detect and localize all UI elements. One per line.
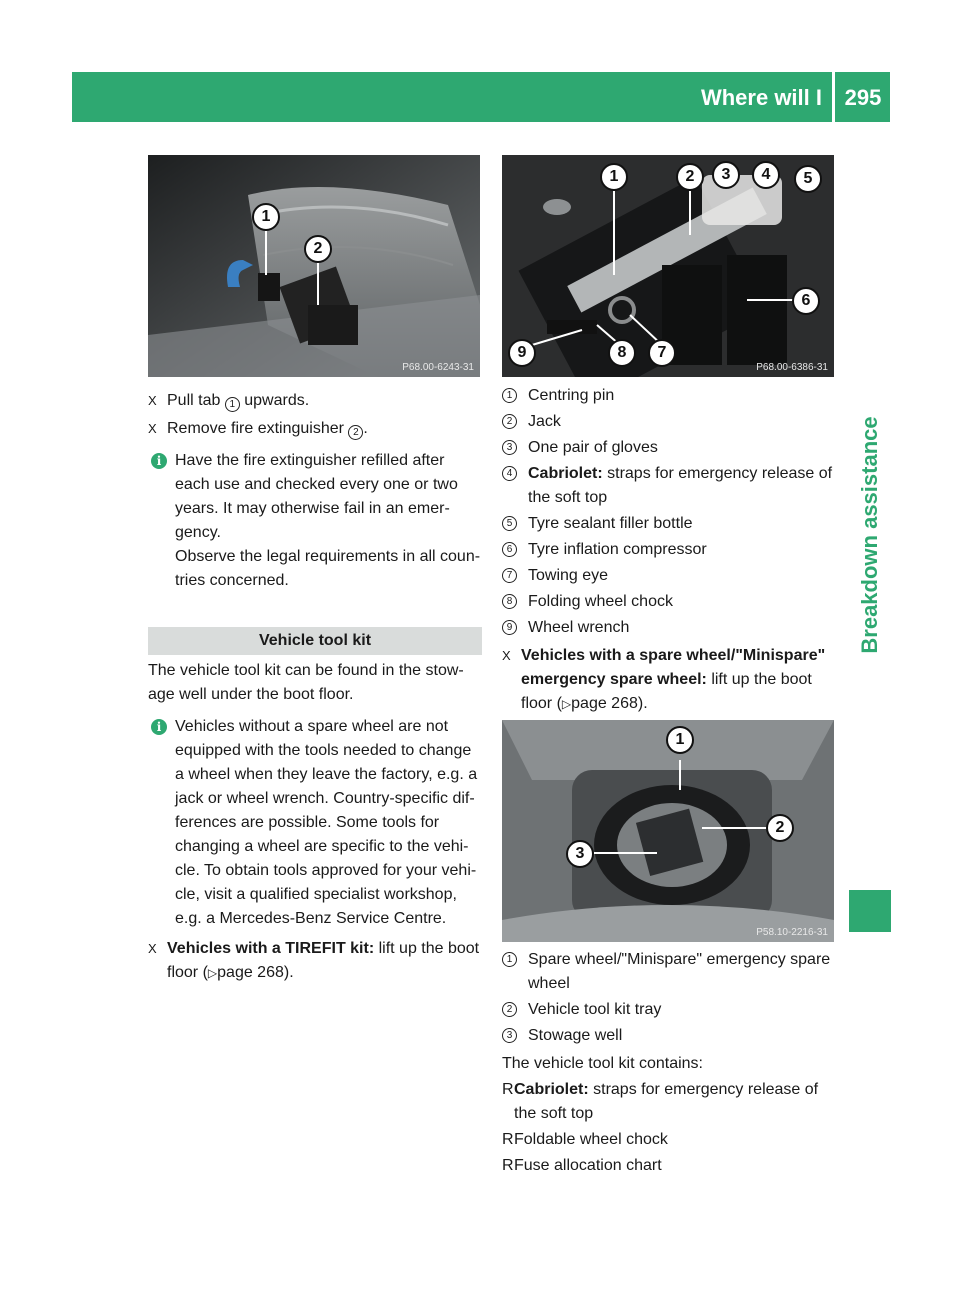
page-ref-arrow-icon: ▷ bbox=[207, 966, 218, 980]
photo-code: P58.10-2216-31 bbox=[756, 927, 828, 938]
callout-3: 3 bbox=[566, 840, 594, 868]
callout-9: 9 bbox=[508, 339, 536, 367]
callout-2: 2 bbox=[304, 235, 332, 263]
legend-item: 6 Tyre inflation compressor bbox=[502, 538, 836, 562]
legend-item: 3 One pair of gloves bbox=[502, 436, 836, 460]
step-remove-extinguisher: X Remove fire extinguisher 2 . bbox=[148, 420, 368, 438]
section-text: The vehicle tool kit can be found in the stow-age well under the boot floor. bbox=[148, 662, 464, 703]
info-note-tools: i Vehicles without a spare wheel are not equipped with the tools needed to change a wheel when they leave the factory, e.g. a jack or wheel wrench. Country-specific dif-ferences are possible. Some tools for changing a wheel are specific to the vehi-cle. To obtain tools approved for your vehi-cle, visit a qualified specialist workshop, e.g. a Mercedes-Benz Service Centre. bbox=[148, 715, 482, 931]
legend-item: 1 Spare wheel/"Minispare" emergency spare wheel bbox=[502, 948, 836, 996]
section-heading: Vehicle tool kit bbox=[148, 627, 482, 655]
info-icon: i bbox=[151, 719, 167, 735]
legend-item: 7 Towing eye bbox=[502, 564, 836, 588]
photo-code: P68.00-6386-31 bbox=[756, 362, 828, 373]
tool-kit-photo bbox=[502, 155, 834, 377]
ref-1: 1 bbox=[225, 397, 240, 412]
callout-1: 1 bbox=[252, 203, 280, 231]
callout-2: 2 bbox=[676, 163, 704, 191]
legend-item: 1 Centring pin bbox=[502, 384, 836, 408]
legend-item: 8 Folding wheel chock bbox=[502, 590, 836, 614]
ref-2: 2 bbox=[348, 425, 363, 440]
callout-6: 6 bbox=[792, 287, 820, 315]
info-icon: i bbox=[151, 453, 167, 469]
side-chapter-marker bbox=[849, 890, 891, 932]
legend-item: 3 Stowage well bbox=[502, 1024, 836, 1048]
step-tirefit: X Vehicles with a TIREFIT kit: lift up the boot floor (▷page 268). bbox=[148, 940, 480, 981]
step-spare-wheel: X Vehicles with a spare wheel/"Minispare" emergency spare wheel: lift up the boot floor (▷page 268). bbox=[502, 647, 826, 712]
right-column-top bbox=[502, 384, 836, 720]
spare-wheel-photo bbox=[502, 720, 834, 942]
contains-intro: The vehicle tool kit contains: bbox=[502, 1055, 703, 1072]
callout-2: 2 bbox=[766, 814, 794, 842]
photo-code: P68.00-6243-31 bbox=[402, 362, 474, 373]
callout-7: 7 bbox=[648, 339, 676, 367]
list-item: R Cabriolet: straps for emergency release of the soft top bbox=[502, 1081, 819, 1122]
legend-item: 9 Wheel wrench bbox=[502, 616, 836, 640]
step-pull-tab: X Pull tab 1 upwards. bbox=[148, 389, 482, 413]
step-marker: X bbox=[148, 393, 157, 408]
callout-3: 3 bbox=[712, 161, 740, 189]
page-number: 295 bbox=[844, 85, 882, 110]
legend-item: 2 Jack bbox=[502, 410, 836, 434]
callout-5: 5 bbox=[794, 165, 822, 193]
fire-extinguisher-photo bbox=[148, 155, 480, 377]
header-divider bbox=[832, 72, 835, 122]
callout-4: 4 bbox=[752, 161, 780, 189]
list-item: R Fuse allocation chart bbox=[502, 1157, 662, 1174]
side-chapter-label: Breakdown assistance bbox=[857, 416, 882, 654]
legend-item: 4 Cabriolet: straps for emergency release of the soft top bbox=[502, 462, 836, 510]
callout-8: 8 bbox=[608, 339, 636, 367]
right-column-bottom bbox=[502, 948, 836, 1180]
left-column bbox=[148, 389, 482, 989]
list-item: R Foldable wheel chock bbox=[502, 1131, 668, 1148]
page-section-title: Where will I find...? bbox=[700, 85, 822, 146]
info-note-refill: i Have the fire extinguisher refilled after each use and checked every one or two years. It may otherwise fail in an emer-gency. Observe the legal requirements in all coun-tries concerned. bbox=[148, 449, 482, 593]
legend-item: 5 Tyre sealant filler bottle bbox=[502, 512, 836, 536]
page-ref-arrow-icon: ▷ bbox=[561, 697, 572, 711]
fire-extinguisher-illustration bbox=[148, 155, 480, 377]
callout-1: 1 bbox=[600, 163, 628, 191]
legend-item: 2 Vehicle tool kit tray bbox=[502, 998, 836, 1022]
page-ref-link[interactable]: page 268 bbox=[571, 695, 638, 712]
page-ref-link[interactable]: page 268 bbox=[217, 964, 284, 981]
callout-1: 1 bbox=[666, 726, 694, 754]
